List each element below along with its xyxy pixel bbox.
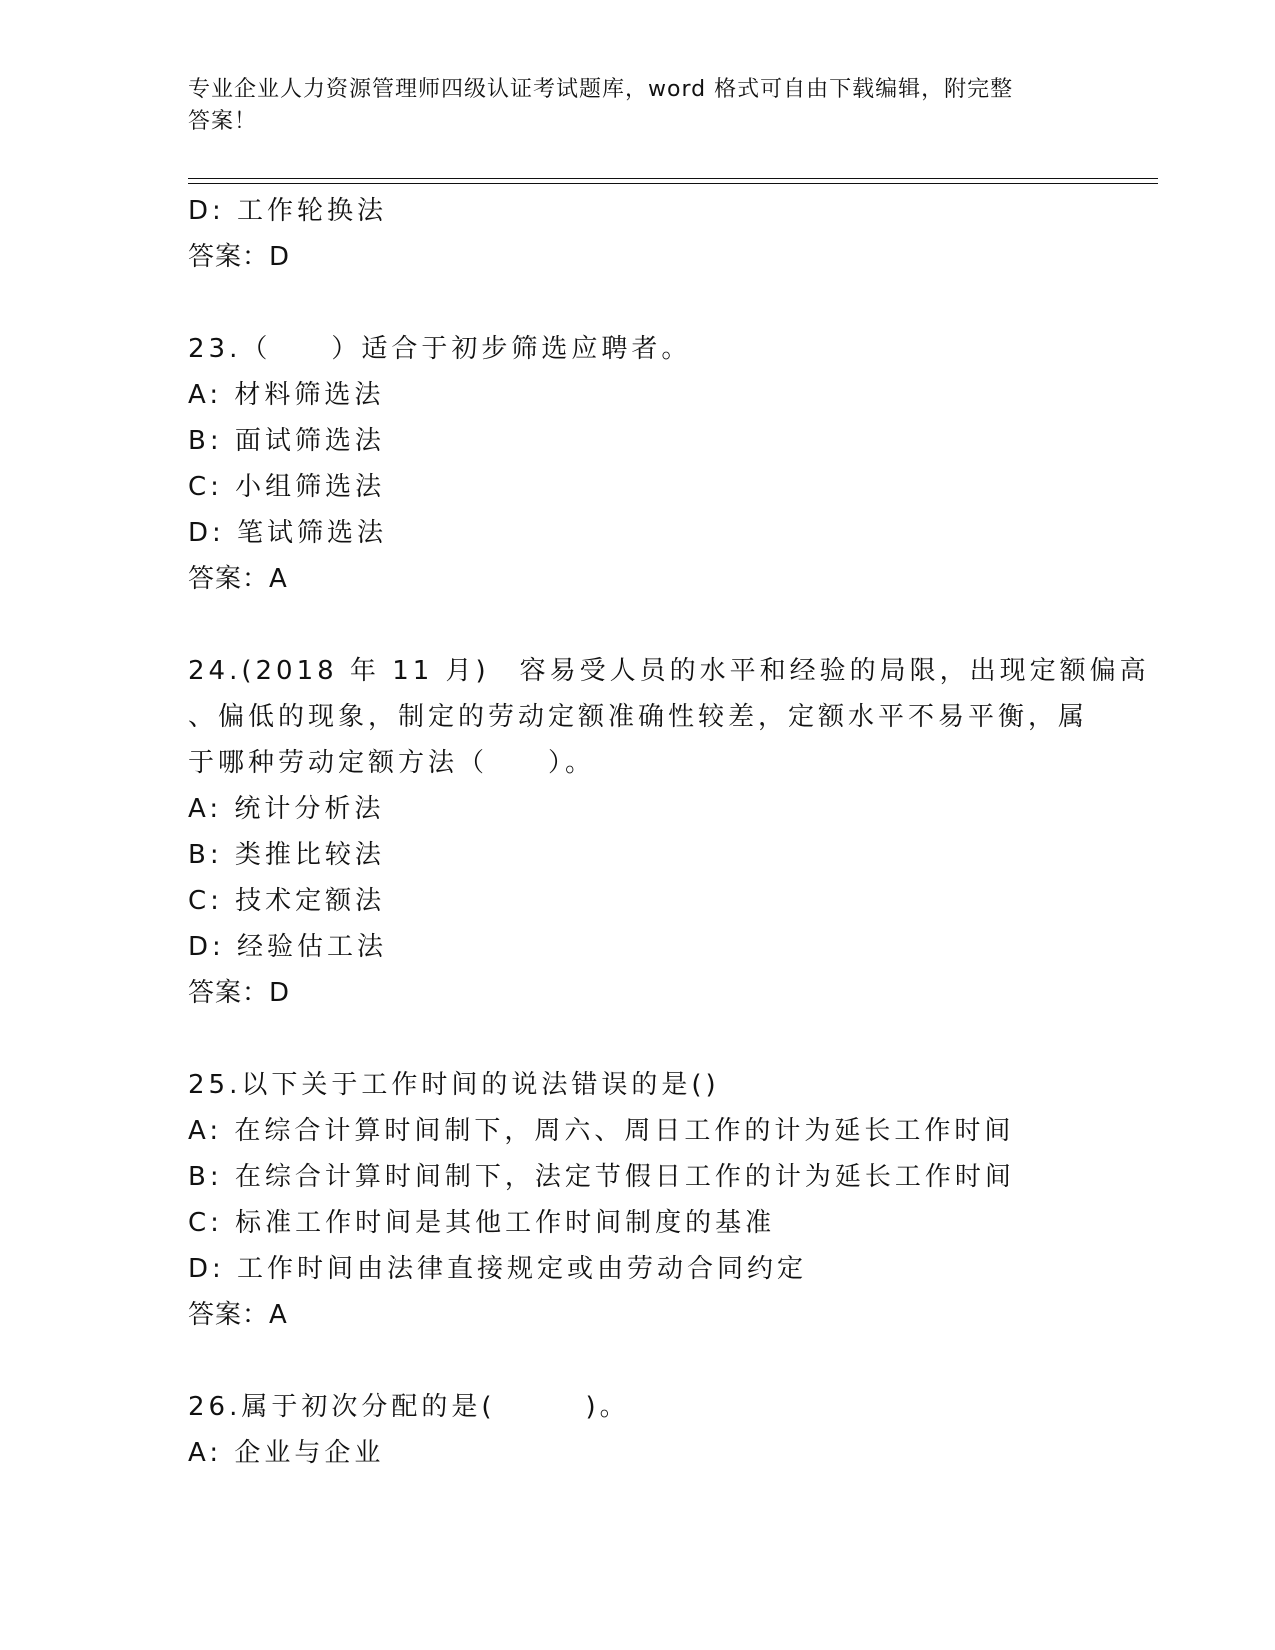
- option-a: A: 企业与企业: [188, 1438, 385, 1468]
- answer-value: A: [269, 1300, 288, 1330]
- question-stem-line-3: 于哪种劳动定额方法（ ）。: [188, 748, 596, 778]
- header-line-2: 答案！: [188, 109, 258, 134]
- question-stem: 25.以下关于工作时间的说法错误的是(): [188, 1070, 720, 1100]
- answer-line: [188, 234, 1088, 280]
- option-d: D: 工作时间由法律直接规定或由劳动合同约定: [188, 1254, 808, 1284]
- question-24: [188, 648, 1150, 1016]
- header-line-1: 专业企业人力资源管理师四级认证考试题库，word 格式可自由下载编辑，附完整: [188, 77, 1014, 102]
- option-c: C: 小组筛选法: [188, 472, 386, 502]
- answer-label: 答案：: [188, 1300, 270, 1330]
- answer-label: 答案：: [188, 242, 270, 272]
- header-divider-bottom: [188, 183, 1158, 184]
- header-divider-top: [188, 178, 1158, 179]
- option-d: D: 工作轮换法: [188, 196, 388, 226]
- option-a: A: 统计分析法: [188, 794, 385, 824]
- question-23: [188, 326, 1088, 602]
- answer-value: D: [269, 242, 291, 272]
- option-b: B: 类推比较法: [188, 840, 385, 870]
- answer-label: 答案：: [188, 978, 270, 1008]
- option-b: B: 在综合计算时间制下，法定节假日工作的计为延长工作时间: [188, 1162, 1015, 1192]
- option-d: D: 笔试筛选法: [188, 518, 388, 548]
- answer-label: 答案：: [188, 564, 270, 594]
- option-c: C: 标准工作时间是其他工作时间制度的基准: [188, 1208, 776, 1238]
- spacer: [188, 1338, 1088, 1384]
- spacer: [188, 602, 1088, 648]
- option-d: D: 经验估工法: [188, 932, 388, 962]
- question-stem: 23.（ ）适合于初步筛选应聘者。: [188, 334, 692, 364]
- question-stem: 26.属于初次分配的是( )。: [188, 1392, 630, 1422]
- question-26: [188, 1384, 1088, 1476]
- answer-line: [188, 1292, 1088, 1338]
- option-b: B: 面试筛选法: [188, 426, 385, 456]
- spacer: [188, 280, 1088, 326]
- page-header: [188, 74, 1068, 138]
- question-stem-line-2: 、偏低的现象，制定的劳动定额准确性较差，定额水平不易平衡，属: [188, 702, 1089, 732]
- option-a: A: 材料筛选法: [188, 380, 385, 410]
- question-body: [188, 188, 1150, 1476]
- spacer: [188, 1016, 1088, 1062]
- option-a: A: 在综合计算时间制下，周六、周日工作的计为延长工作时间: [188, 1116, 1015, 1146]
- answer-line: [188, 556, 1088, 602]
- answer-value: D: [269, 978, 291, 1008]
- question-stem-line-1: 24.(2018 年 11 月) 容易受人员的水平和经验的局限，出现定额偏高: [188, 656, 1150, 686]
- option-c: C: 技术定额法: [188, 886, 386, 916]
- answer-value: A: [269, 564, 288, 594]
- answer-line: [188, 970, 1088, 1016]
- question-25: [188, 1062, 1088, 1338]
